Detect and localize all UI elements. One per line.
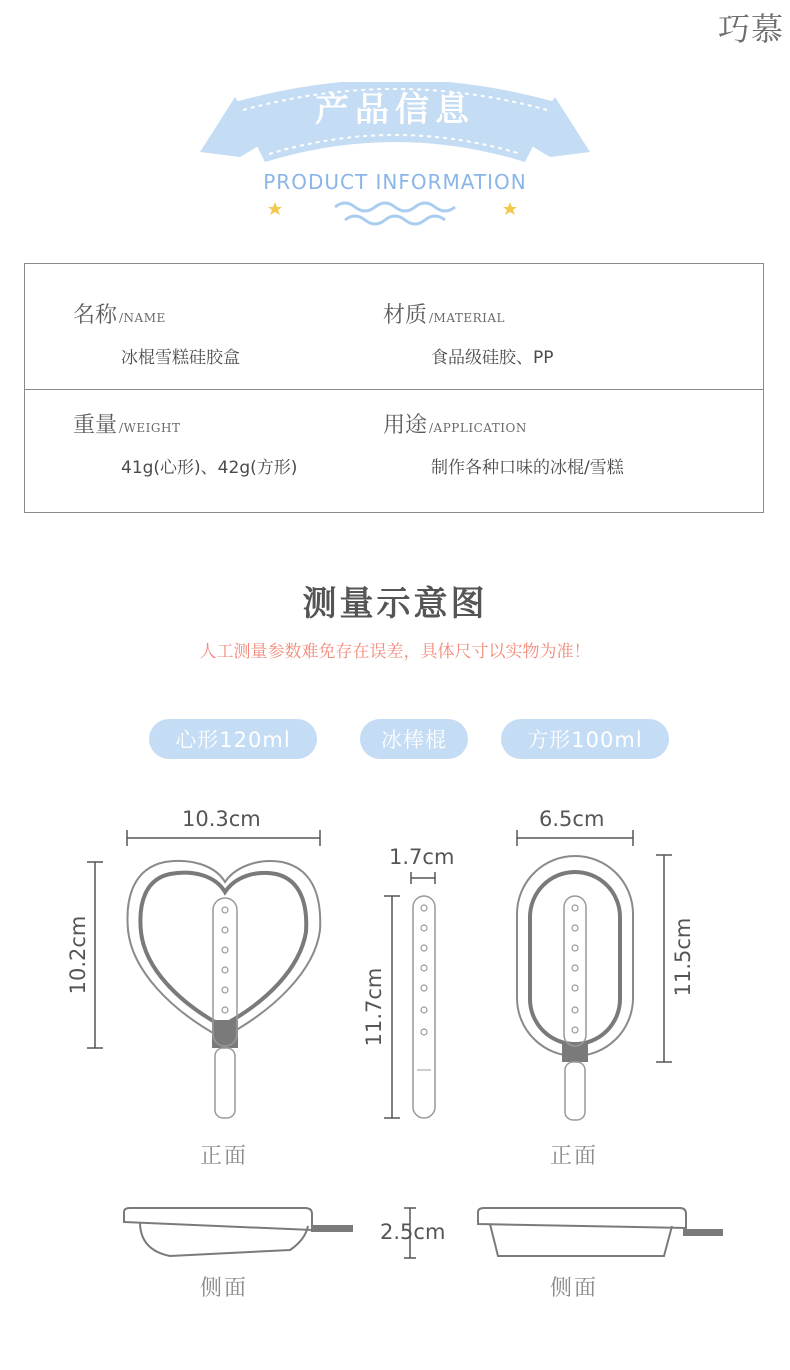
- watermark-text: 巧慕: [717, 10, 784, 48]
- heart-front-caption: 正面: [200, 1144, 249, 1169]
- tab-heart[interactable]: 心形120ml: [149, 719, 317, 759]
- square-side-caption: 侧面: [550, 1276, 599, 1301]
- square-height-label: 11.5cm: [671, 917, 695, 997]
- heart-mold-side: [124, 1208, 352, 1256]
- heart-width-label: 10.3cm: [182, 807, 261, 831]
- stick-width-label: 1.7cm: [389, 845, 455, 869]
- popsicle-stick: [413, 896, 435, 1118]
- application-label: 用途 /APPLICATION: [383, 408, 624, 439]
- weight-value: 41g(心形)、42g(方形): [121, 458, 298, 478]
- tab-stick[interactable]: 冰棒棍: [360, 719, 468, 759]
- info-cell-name: [73, 298, 240, 368]
- material-value: 食品级硅胶、PP: [431, 348, 554, 368]
- table-divider: [25, 389, 763, 390]
- weight-label: 重量 /WEIGHT: [73, 408, 297, 439]
- stick-height-label: 11.7cm: [362, 967, 386, 1047]
- info-cell-material: [383, 298, 554, 368]
- banner-title: 产品信息: [315, 90, 475, 130]
- heart-height-label: 10.2cm: [66, 915, 90, 995]
- heart-side-caption: 侧面: [200, 1276, 249, 1301]
- banner-subtitle: PRODUCT INFORMATION: [263, 170, 527, 194]
- square-width-label: 6.5cm: [539, 807, 605, 831]
- name-label: 名称 /NAME: [73, 298, 240, 329]
- section-title: 测量示意图: [302, 584, 488, 624]
- square-front-caption: 正面: [550, 1144, 599, 1169]
- square-mold-front: [517, 856, 633, 1120]
- tab-square[interactable]: 方形100ml: [501, 719, 669, 759]
- info-cell-weight: [73, 408, 297, 478]
- side-depth-label: 2.5cm: [380, 1220, 446, 1244]
- measurement-note: 人工测量参数难免存在误差，具体尺寸以实物为准！: [199, 642, 591, 662]
- square-mold-side: [478, 1208, 722, 1256]
- material-label: 材质 /MATERIAL: [383, 298, 554, 329]
- info-cell-application: [383, 408, 624, 478]
- product-info-table: [24, 263, 764, 513]
- name-value: 冰棍雪糕硅胶盒: [121, 348, 240, 368]
- heart-mold-front: [127, 861, 320, 1118]
- application-value: 制作各种口味的冰棍/雪糕: [431, 458, 624, 478]
